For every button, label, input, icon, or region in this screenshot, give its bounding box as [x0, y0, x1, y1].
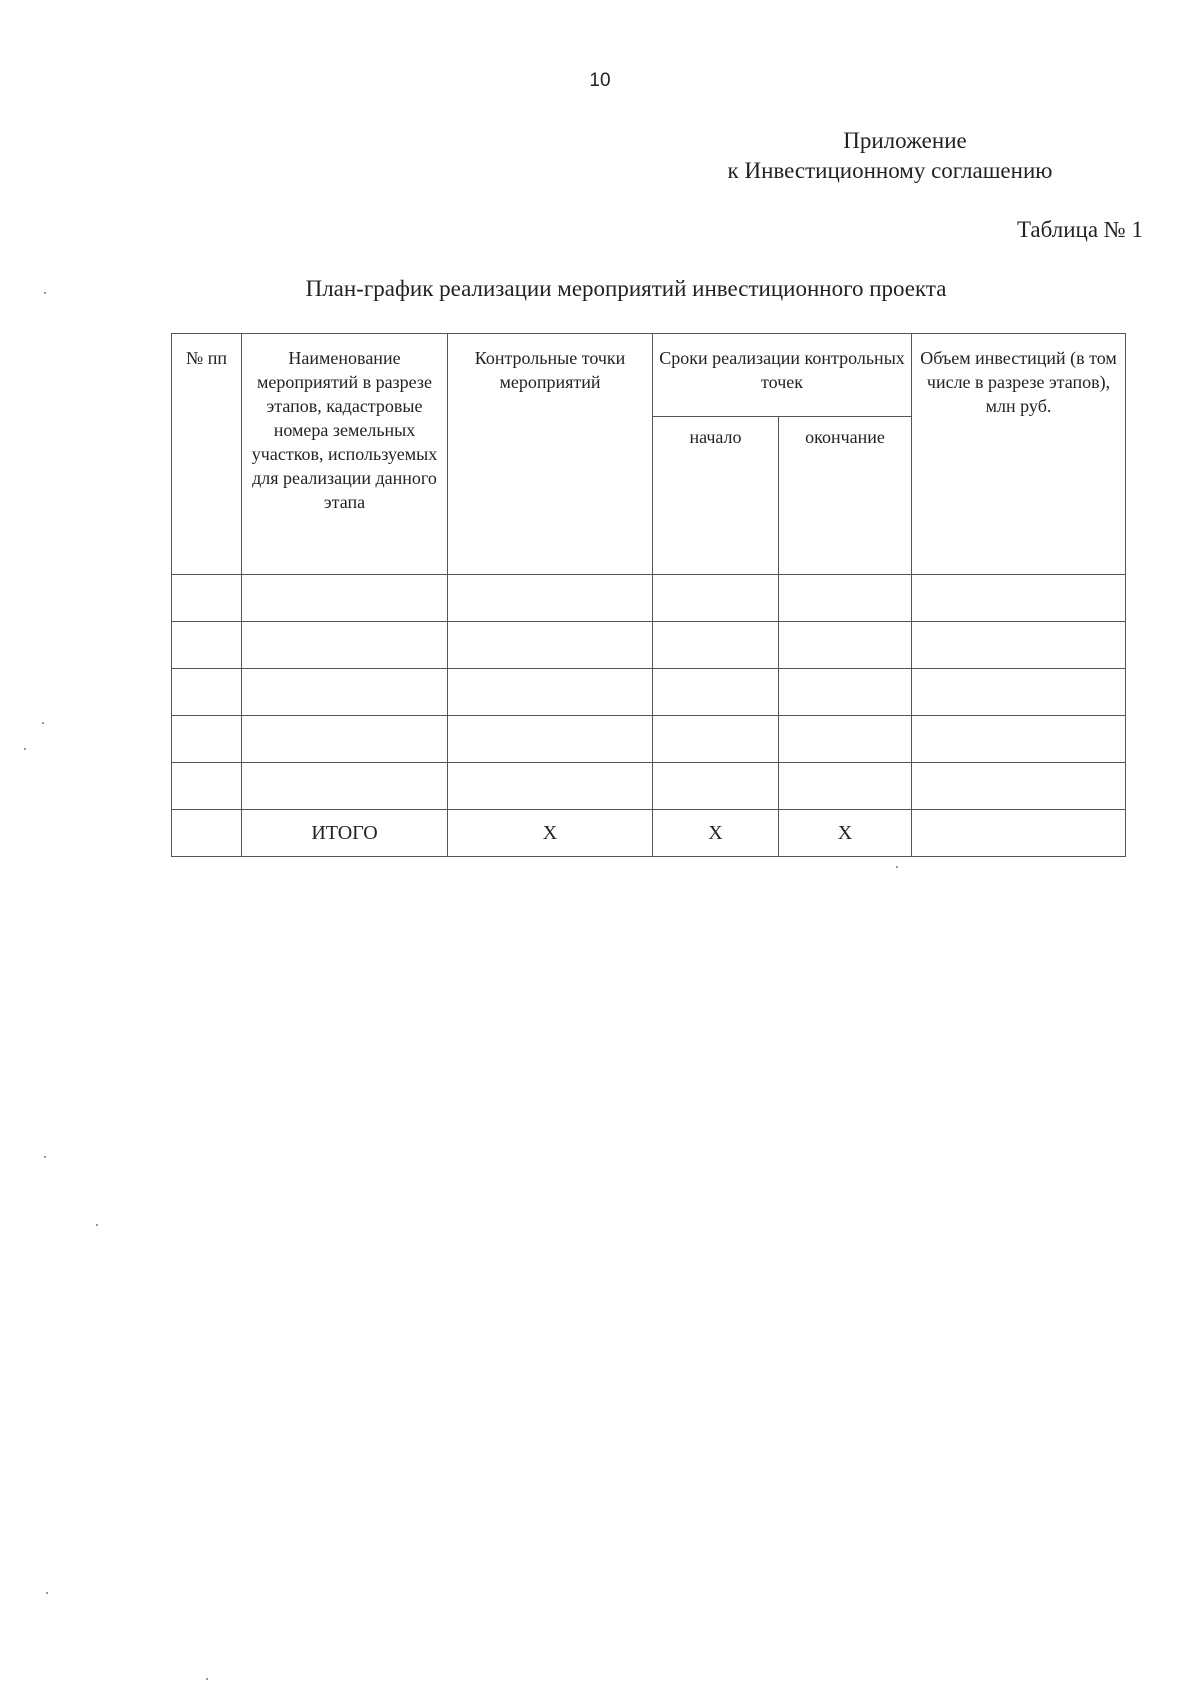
scan-speck — [46, 1592, 48, 1594]
scan-speck — [42, 722, 44, 724]
total-start-cell: Х — [653, 810, 779, 857]
total-num-cell — [172, 810, 242, 857]
table-row — [172, 575, 1126, 622]
table-row — [172, 763, 1126, 810]
total-end-cell: Х — [779, 810, 912, 857]
total-row — [172, 810, 1126, 857]
table-row — [172, 622, 1126, 669]
header-start: начало — [653, 417, 779, 575]
num-cell — [172, 669, 242, 716]
num-cell — [172, 763, 242, 810]
total-control-points-cell: Х — [448, 810, 653, 857]
table-number: Таблица № 1 — [1016, 217, 1143, 242]
name-cell — [242, 575, 448, 622]
page-number: 10 — [589, 70, 611, 91]
plan-schedule-table — [171, 333, 1126, 857]
control-points-cell — [448, 763, 653, 810]
start-cell — [653, 669, 779, 716]
volume-cell — [912, 575, 1126, 622]
control-points-cell — [448, 575, 653, 622]
end-cell — [779, 669, 912, 716]
volume-cell — [912, 763, 1126, 810]
header-num: № пп — [172, 334, 242, 575]
volume-cell — [912, 622, 1126, 669]
num-cell — [172, 575, 242, 622]
name-cell — [242, 669, 448, 716]
total-label-cell: ИТОГО — [242, 810, 448, 857]
end-cell — [779, 716, 912, 763]
header-deadlines: Сроки реализации контрольных точек — [653, 334, 912, 417]
header-name: Наименование мероприятий в разрезе этапов, кадастровые номера земельных участков, используемых для реализации данного этапа — [242, 334, 448, 575]
end-cell — [779, 622, 912, 669]
scan-speck — [24, 748, 26, 750]
header-volume: Объем инвестиций (в том числе в разрезе этапов), млн руб. — [912, 334, 1126, 575]
table-body — [172, 575, 1126, 857]
num-cell — [172, 622, 242, 669]
control-points-cell — [448, 669, 653, 716]
appendix-title: Приложение — [843, 128, 967, 153]
control-points-cell — [448, 622, 653, 669]
total-volume-cell — [912, 810, 1126, 857]
header-control-points: Контрольные точки мероприятий — [448, 334, 653, 575]
header-end: окончание — [779, 417, 912, 575]
scan-speck — [206, 1678, 208, 1680]
start-cell — [653, 763, 779, 810]
appendix-header — [660, 126, 1120, 186]
table-title: План-график реализации мероприятий инвестиционного проекта — [305, 276, 947, 301]
end-cell — [779, 575, 912, 622]
start-cell — [653, 622, 779, 669]
end-cell — [779, 763, 912, 810]
volume-cell — [912, 669, 1126, 716]
scan-speck — [96, 1224, 98, 1226]
name-cell — [242, 622, 448, 669]
start-cell — [653, 716, 779, 763]
control-points-cell — [448, 716, 653, 763]
scan-speck — [44, 292, 46, 294]
name-cell — [242, 763, 448, 810]
table-row — [172, 669, 1126, 716]
scan-speck — [44, 1156, 46, 1158]
start-cell — [653, 575, 779, 622]
name-cell — [242, 716, 448, 763]
scan-speck — [896, 866, 898, 868]
appendix-subtitle: к Инвестиционному соглашению — [727, 158, 1053, 183]
volume-cell — [912, 716, 1126, 763]
table-row — [172, 716, 1126, 763]
num-cell — [172, 716, 242, 763]
table-header-row — [172, 334, 1126, 417]
